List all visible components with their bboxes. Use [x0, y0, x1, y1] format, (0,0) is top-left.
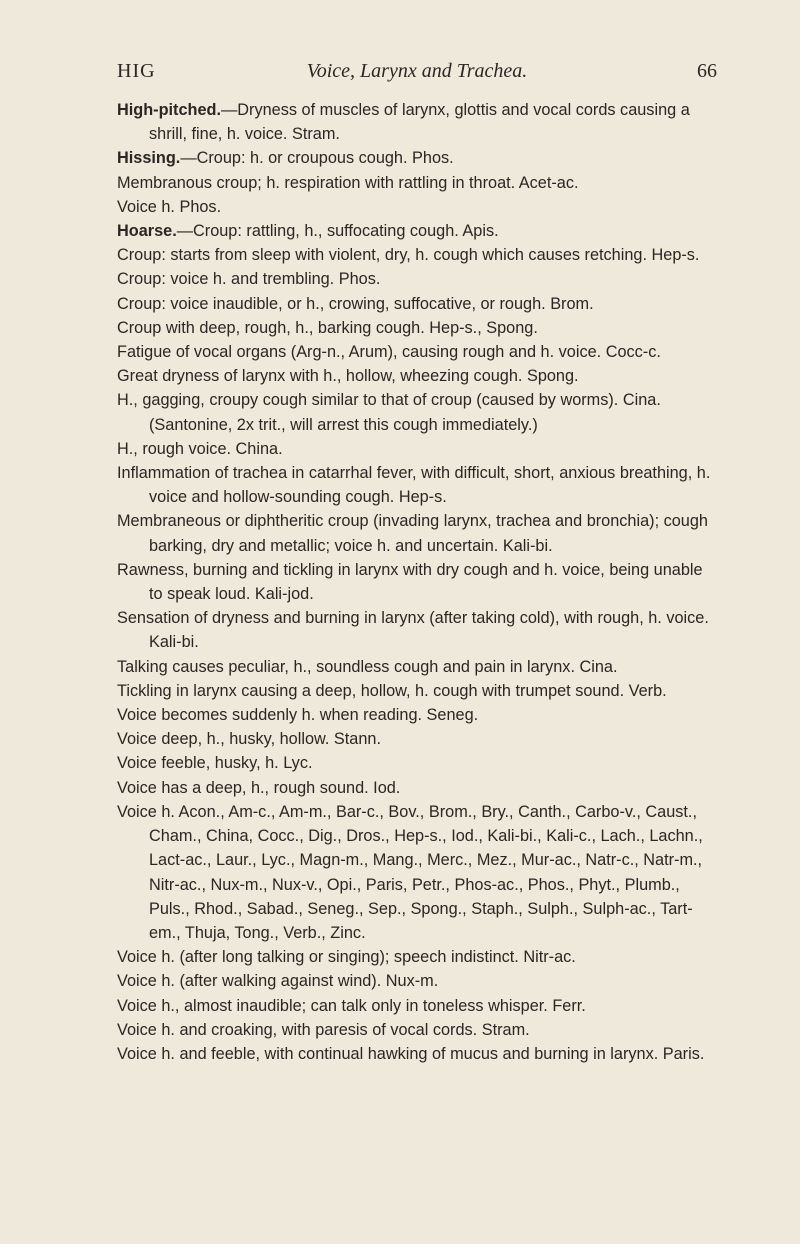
entry	[117, 292, 717, 316]
entry-text: Membranous croup; h. respiration with rattling in throat. Acet-ac.	[117, 173, 579, 192]
entry	[117, 994, 717, 1018]
entry-text: Voice h. Acon., Am-c., Am-m., Bar-c., Bov., Brom., Bry., Canth., Carbo-v., Caust., Cham., China, Cocc., Dig., Dros., Hep-s., Iod., Kali-bi., Kali-c., Lach., Lachn., Lact-ac., Laur., Lyc., Magn-m., Mang., Merc., Mez., Mur-ac., Natr-c., Natr-m., Nitr-ac., Nux-m., Nux-v., Opi., Paris, Petr., Phos-ac., Phos., Phyt., Plumb., Puls., Rhod., Sabad., Seneg., Sep., Spong., Staph., Sulph., Sulph-ac., Tart-em., Thuja, Tong., Verb., Zinc.	[117, 802, 703, 942]
entry-text: Voice h. (after long talking or singing); speech indistinct. Nitr-ac.	[117, 948, 576, 967]
entry	[117, 388, 717, 436]
entry	[117, 751, 717, 775]
entry	[117, 969, 717, 993]
entry	[117, 1018, 717, 1042]
entry	[117, 800, 717, 945]
entry	[117, 267, 717, 291]
entry	[117, 340, 717, 364]
entry	[117, 509, 717, 557]
entry	[117, 655, 717, 679]
entry	[117, 364, 717, 388]
entry-text: Croup: voice inaudible, or h., crowing, suffocative, or rough. Brom.	[117, 294, 594, 313]
entry-text: Voice deep, h., husky, hollow. Stann.	[117, 730, 381, 749]
entry-text: Fatigue of vocal organs (Arg-n., Arum), causing rough and h. voice. Cocc-c.	[117, 343, 661, 362]
entry-text: Croup: starts from sleep with violent, dry, h. cough which causes retching. Hep-s.	[117, 246, 700, 265]
entry-text: H., gagging, croupy cough similar to that of croup (caused by worms). Cina. (Santonine, 2x trit., will arrest this cough immediately.)	[117, 391, 661, 434]
entry-text: H., rough voice. China.	[117, 439, 283, 458]
entry	[117, 219, 717, 243]
entry	[117, 606, 717, 654]
entry	[117, 703, 717, 727]
entry	[117, 437, 717, 461]
entry	[117, 776, 717, 800]
entry-text: Inflammation of trachea in catarrhal fever, with difficult, short, anxious breathing, h. voice and hollow-sounding cough. Hep-s.	[117, 464, 711, 507]
header-section-letters: HIG	[117, 60, 156, 82]
entry	[117, 727, 717, 751]
entry-text: Great dryness of larynx with h., hollow, wheezing cough. Spong.	[117, 367, 579, 386]
entry-text: Voice h. Phos.	[117, 197, 222, 216]
entry	[117, 171, 717, 195]
entry	[117, 243, 717, 267]
running-header	[117, 60, 717, 86]
entry	[117, 146, 717, 170]
entry-term: High-pitched.	[117, 101, 222, 119]
page-number: 66	[697, 60, 717, 82]
entry	[117, 98, 717, 146]
entry-text: —Croup: h. or croupous cough. Phos.	[180, 149, 454, 168]
entry-text: Croup: voice h. and trembling. Phos.	[117, 270, 381, 289]
entry-text: Talking causes peculiar, h., soundless cough and pain in larynx. Cina.	[117, 657, 618, 676]
repertory-body	[117, 98, 717, 1066]
entry	[117, 461, 717, 509]
entry	[117, 945, 717, 969]
entry-text: Voice h. and feeble, with continual hawking of mucus and burning in larynx. Paris.	[117, 1044, 705, 1063]
entry	[117, 316, 717, 340]
entry-text: Voice becomes suddenly h. when reading. Seneg.	[117, 706, 479, 725]
entry-text: Voice has a deep, h., rough sound. Iod.	[117, 778, 401, 797]
entry-text: Tickling in larynx causing a deep, hollow, h. cough with trumpet sound. Verb.	[117, 681, 667, 700]
entry-text: Membraneous or diphtheritic croup (invading larynx, trachea and bronchia); cough barking, dry and metallic; voice h. and uncertain. Kali-bi.	[117, 512, 708, 555]
entry-term: Hissing.	[117, 149, 181, 168]
entry-text: Voice h. and croaking, with paresis of vocal cords. Stram.	[117, 1020, 530, 1039]
entry-text: Rawness, burning and tickling in larynx with dry cough and h. voice, being unable to speak loud. Kali-jod.	[117, 560, 703, 604]
entry-text: Voice h., almost inaudible; can talk only in toneless whisper. Ferr.	[117, 996, 586, 1015]
entry-term: Hoarse.	[117, 222, 177, 241]
entry	[117, 679, 717, 703]
entry-text: Voice h. (after walking against wind). Nux-m.	[117, 972, 439, 991]
entry-text: Croup with deep, rough, h., barking cough. Hep-s., Spong.	[117, 318, 538, 337]
entry-text: —Dryness of muscles of larynx, glottis and vocal cords causing a shrill, fine, h. voice. Stram.	[149, 101, 690, 144]
entry	[117, 195, 717, 219]
entry	[117, 558, 717, 606]
entry	[117, 1042, 717, 1066]
entry-text: —Croup: rattling, h., suffocating cough. Apis.	[176, 222, 499, 241]
entry-text: Voice feeble, husky, h. Lyc.	[117, 754, 313, 773]
entry-text: Sensation of dryness and burning in larynx (after taking cold), with rough, h. voice. Kali-bi.	[117, 609, 709, 652]
header-title: Voice, Larynx and Trachea.	[306, 60, 528, 82]
